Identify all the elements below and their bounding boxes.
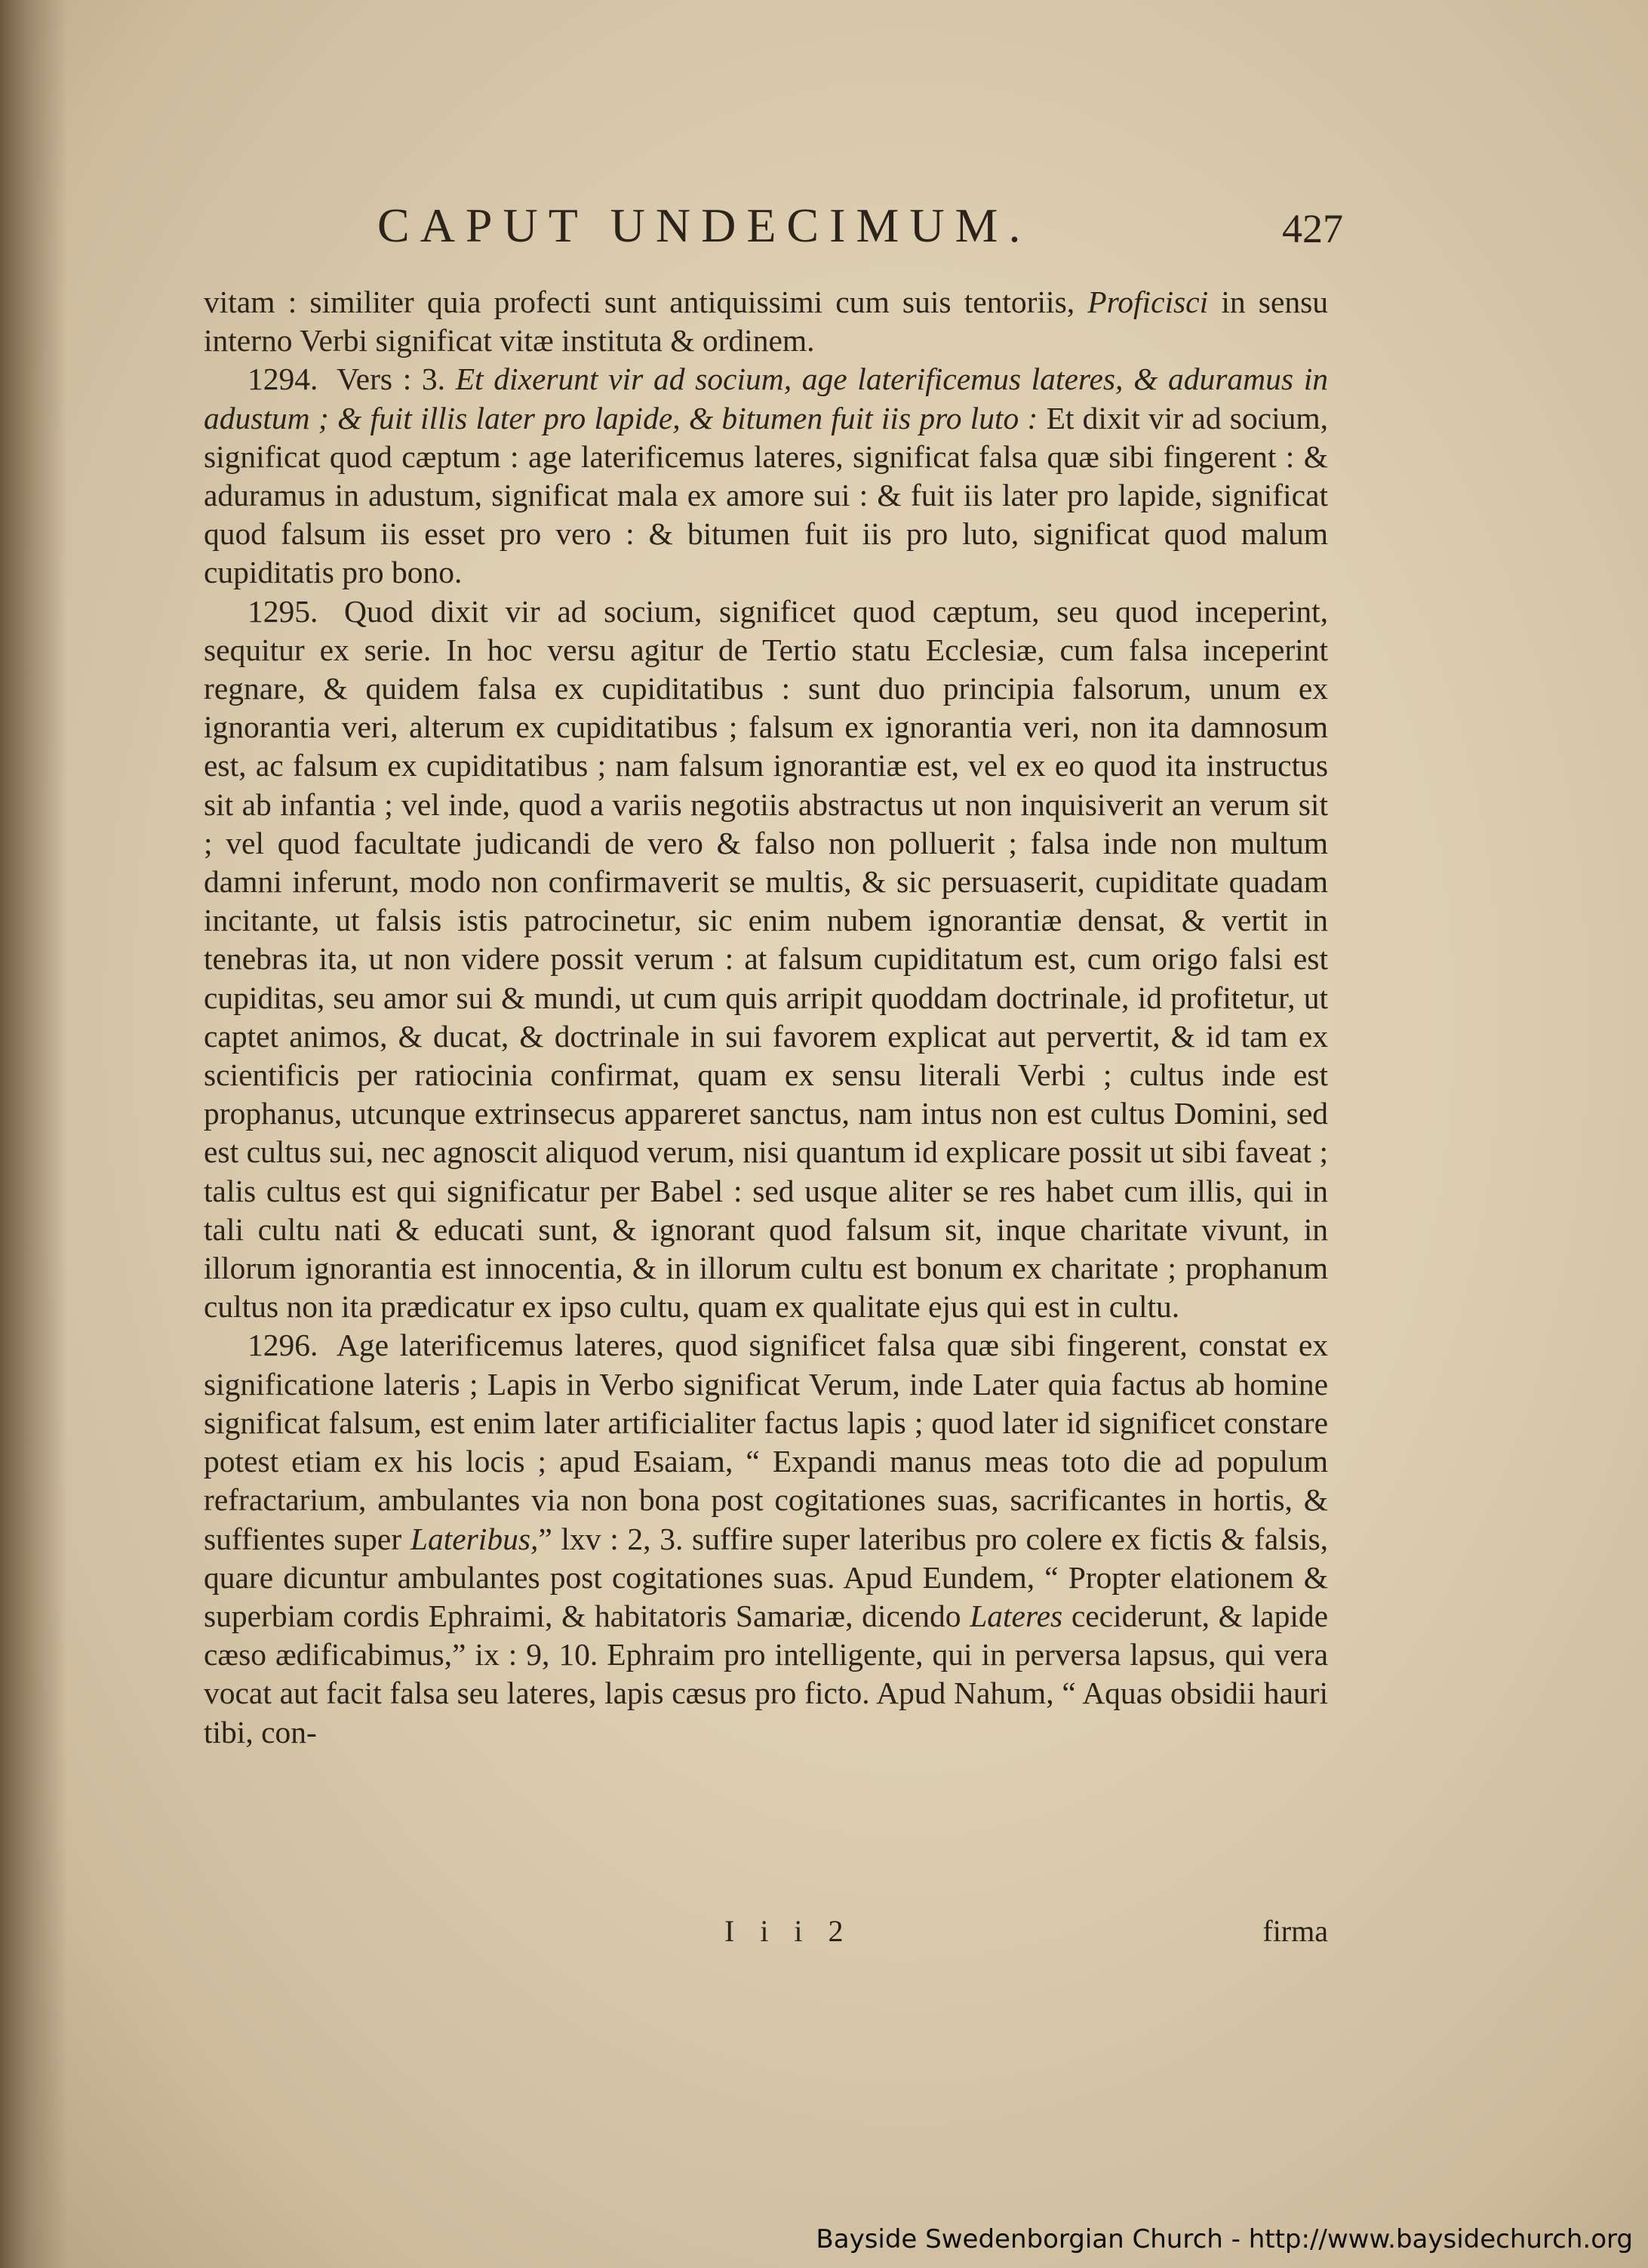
page-number: 427: [1282, 206, 1343, 251]
scripture-quote: Et dixerunt vir ad socium, age laterificemus lateres, & aduramus in adustum ; & fuit illis later pro lapide, & bitumen fuit iis pro luto :: [204, 362, 1328, 435]
section-1295: [204, 592, 1328, 1327]
catchword: firma: [1262, 1914, 1328, 1948]
section-text: ceciderunt, & lapide cæso ædificabimus,” ix : 9, 10. Ephraim pro intelligente, qui in perversa lapsus, qui vera vocat aut facit falsa seu lateres, lapis cæsus pro ficto. Apud Nahum, “ Aquas obsidii hauri tibi, con-: [204, 1598, 1329, 1749]
section-number: 1296.: [248, 1328, 318, 1363]
paragraph-text: vitam : similiter quia profecti sunt antiquissimi cum suis tentoriis, Proficisci in sensu interno Verbi significat vitæ instituta & ordinem.: [204, 285, 1329, 359]
running-title: CAPUT UNDECIMUM.: [377, 198, 1032, 252]
body-text: [204, 283, 1328, 1752]
section-1294: [204, 360, 1328, 592]
page-header: [204, 198, 1343, 266]
section-1296: [204, 1326, 1328, 1751]
signature-mark: I i i 2: [724, 1914, 853, 1948]
section-number: 1294.: [248, 362, 318, 397]
watermark-text: Bayside Swedenborgian Church - http://www.baysidechurch.org: [816, 2224, 1633, 2254]
page-footer: [204, 1913, 1328, 1959]
section-text: Age laterificemus lateres, quod significet falsa quæ sibi fingerent, constat ex significatione lateris ; Lapis in Verbo significat Verum, inde Later quia factus ab homine significat falsum, est enim later artificialiter factus lapis ; quod later id significet constare potest etiam ex his locis ; apud Esaiam, “ Expandi manus meas toto die ad populum refractarium, ambulantes via non bona post cogitationes suas, sacrificantes in hortis, & suffientes super: [204, 1328, 1328, 1556]
section-number: 1295.: [248, 593, 318, 629]
page-gutter-shadow: [0, 0, 68, 2268]
section-text: ” lxv : 2, 3. suffire super lateribus pro colere ex fictis & falsis, quare dicuntur ambulantes post cogitationes suas. Apud Eundem, “ Propter elationem & superbiam cordis Ephraimi, & habitatoris Samariæ, dicendo: [204, 1521, 1329, 1633]
italic-term: Lateribus,: [410, 1521, 539, 1556]
section-text: Et dixit vir ad socium, significat quod cæptum : age laterificemus lateres, significat falsa quæ sibi fingerent : & aduramus in adustum, significat mala ex amore sui : & fuit iis later pro lapide, significat quod falsum iis esset pro vero : & bitumen fuit iis pro luto, significat quod malum cupiditatis pro bono.: [204, 400, 1329, 590]
paragraph-continuation: [204, 283, 1328, 360]
verse-reference: Vers : 3.: [337, 362, 446, 397]
section-text: Quod dixit vir ad socium, significet quod cæptum, seu quod inceperint, sequitur ex serie. In hoc versu agitur de Tertio statu Ecclesiæ, cum falsa inceperint regnare, & quidem falsa ex cupiditatibus : sunt duo principia falsorum, unum ex ignorantia veri, alterum ex cupiditatibus ; falsum ex ignorantia veri, non ita damnosum est, ac falsum ex cupiditatibus ; nam falsum ignorantiæ est, vel ex eo quod ita instructus sit ab infantia ; vel inde, quod a variis negotiis abstractus ut non inquisiverit an verum sit ; vel quod facultate judicandi de vero & falso non polluerit ; falsa inde non multum damni inferunt, modo non confirmaverit se multis, & sic persuaserit, cupiditate quadam incitante, ut falsis istis patrocinetur, sic enim nubem ignorantiæ densat, & vertit in tenebras ita, ut non videre possit verum : at falsum cupiditatum est, cum origo falsi est cupiditas, seu amor sui & mundi, ut cum quis arripit quoddam doctrinale, id profitetur, ut captet animos, & ducat, & doctrinale in sui favorem explicat aut pervertit, & id tam ex scientificis per ratiocinia confirmat, quam ex sensu literali Verbi ; cultus inde est prophanus, utcunque extrinsecus appareret sanctus, nam intus non est cultus Domini, sed est cultus sui, nec agnoscit aliquod verum, nisi quantum id explicare possit ut sibi faveat ; talis cultus est qui significatur per Babel : sed usque aliter se res habet cum illis, qui in tali cultu nati & educati sunt, & ignorant quod falsum sit, inque charitate vivunt, in illorum ignorantia est innocentia, & in illorum cultu est bonum ex charitate ; prophanum cultus non ita prædicatur ex ipso cultu, quam ex qualitate ejus qui est in cultu.: [204, 593, 1328, 1325]
italic-term: Proficisci: [1087, 285, 1209, 319]
italic-term: Lateres: [970, 1598, 1063, 1633]
